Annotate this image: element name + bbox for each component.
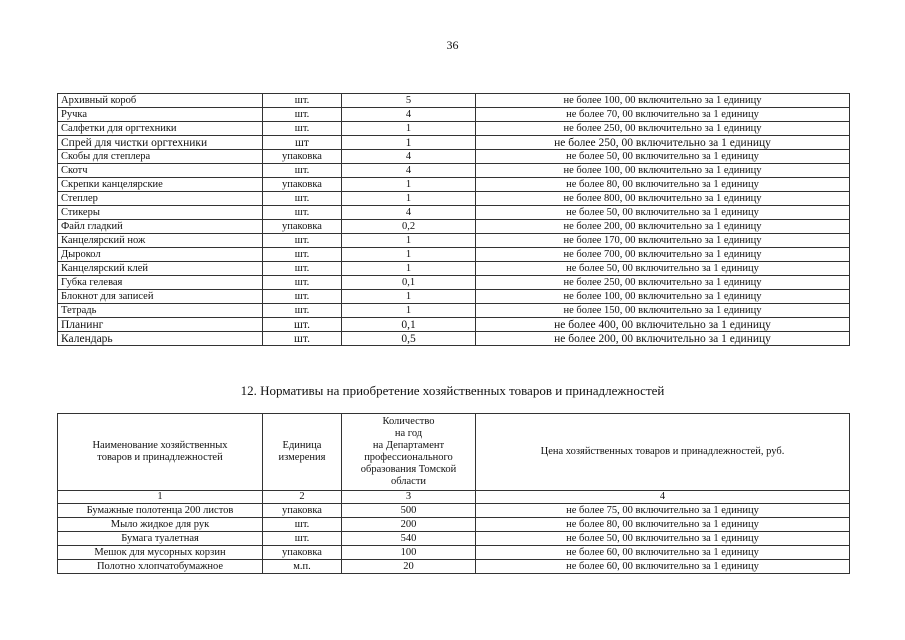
header-qty-line1: Количество [382,416,435,427]
cell-price: не более 200, 00 включительно за 1 единицу [476,332,850,346]
cell-price: не более 250, 00 включительно за 1 единицу [476,122,850,136]
cell-price: не более 250, 00 включительно за 1 единицу [476,276,850,290]
table-row [58,164,850,178]
cell-unit: шт. [263,192,342,206]
column-number: 1 [58,491,263,504]
cell-unit: шт. [263,290,342,304]
cell-quantity: 20 [342,560,476,574]
cell-name: Бумажные полотенца 200 листов [58,504,263,518]
cell-quantity: 5 [342,94,476,108]
cell-name: Архивный короб [58,94,263,108]
table-row [58,178,850,192]
cell-price: не более 250, 00 включительно за 1 единицу [476,136,850,150]
cell-quantity: 4 [342,150,476,164]
cell-quantity: 0,5 [342,332,476,346]
cell-quantity: 4 [342,206,476,220]
header-name-line1: Наименование хозяйственных [92,440,228,451]
cell-name: Планинг [58,318,263,332]
cell-unit: упаковка [263,546,342,560]
cell-quantity: 1 [342,178,476,192]
cell-quantity: 200 [342,518,476,532]
cell-name: Мыло жидкое для рук [58,518,263,532]
cell-name: Тетрадь [58,304,263,318]
cell-quantity: 1 [342,290,476,304]
column-number-row [58,491,850,504]
cell-price: не более 800, 00 включительно за 1 единицу [476,192,850,206]
cell-quantity: 1 [342,304,476,318]
column-number: 4 [476,491,850,504]
cell-name: Салфетки для оргтехники [58,122,263,136]
cell-price: не более 80, 00 включительно за 1 единицу [476,178,850,192]
cell-unit: упаковка [263,150,342,164]
cell-name: Файл гладкий [58,220,263,234]
cell-price: не более 60, 00 включительно за 1 единицу [476,560,850,574]
table-row [58,290,850,304]
table-row [58,518,850,532]
table-row [58,304,850,318]
cell-unit: шт. [263,94,342,108]
cell-name: Скобы для степлера [58,150,263,164]
cell-name: Скотч [58,164,263,178]
cell-name: Мешок для мусорных корзин [58,546,263,560]
header-unit [263,414,342,491]
cell-quantity: 1 [342,262,476,276]
table-row [58,248,850,262]
cell-unit: шт. [263,206,342,220]
header-unit-line2: измерения [278,452,326,463]
table-row [58,108,850,122]
cell-name: Канцелярский клей [58,262,263,276]
table-row [58,234,850,248]
cell-name: Степлер [58,192,263,206]
table-row [58,150,850,164]
cell-unit: м.п. [263,560,342,574]
cell-price: не более 200, 00 включительно за 1 единицу [476,220,850,234]
cell-name: Стикеры [58,206,263,220]
table-row [58,546,850,560]
cell-price: не более 700, 00 включительно за 1 единицу [476,248,850,262]
cell-quantity: 1 [342,136,476,150]
cell-unit: шт. [263,122,342,136]
header-price: Цена хозяйственных товаров и принадлежностей, руб. [476,414,850,491]
cell-unit: упаковка [263,504,342,518]
cell-name: Спрей для чистки оргтехники [58,136,263,150]
cell-unit: шт. [263,164,342,178]
cell-unit: шт. [263,518,342,532]
cell-quantity: 540 [342,532,476,546]
header-qty-line4: профессионального [364,452,453,463]
cell-price: не более 50, 00 включительно за 1 единицу [476,262,850,276]
cell-price: не более 170, 00 включительно за 1 единицу [476,234,850,248]
cell-price: не более 75, 00 включительно за 1 единицу [476,504,850,518]
cell-price: не более 50, 00 включительно за 1 единицу [476,532,850,546]
table-header-row [58,414,850,491]
cell-name: Ручка [58,108,263,122]
table-row [58,192,850,206]
table-row [58,94,850,108]
cell-quantity: 500 [342,504,476,518]
table-row [58,206,850,220]
cell-price: не более 60, 00 включительно за 1 единицу [476,546,850,560]
header-qty-line3: на Департамент [372,440,445,451]
section-title: 12. Нормативы на приобретение хозяйственных товаров и принадлежностей [240,383,665,398]
table-row [58,122,850,136]
table-row [58,332,850,346]
cell-unit: шт. [263,262,342,276]
cell-unit: шт. [263,234,342,248]
header-quantity [342,414,476,491]
cell-quantity: 4 [342,164,476,178]
cell-unit: шт. [263,108,342,122]
header-name [58,414,263,491]
cell-name: Скрепки канцелярские [58,178,263,192]
cell-price: не более 70, 00 включительно за 1 единицу [476,108,850,122]
cell-price: не более 50, 00 включительно за 1 единицу [476,150,850,164]
cell-unit: шт. [263,332,342,346]
cell-unit: шт. [263,318,342,332]
cell-price: не более 100, 00 включительно за 1 единицу [476,164,850,178]
cell-quantity: 100 [342,546,476,560]
cell-quantity: 0,1 [342,276,476,290]
cell-unit: шт. [263,276,342,290]
cell-name: Полотно хлопчатобумажное [58,560,263,574]
cell-quantity: 0,1 [342,318,476,332]
cell-unit: упаковка [263,178,342,192]
cell-name: Календарь [58,332,263,346]
cell-price: не более 100, 00 включительно за 1 единицу [476,94,850,108]
cell-unit: упаковка [263,220,342,234]
header-qty-line5: образования Томской области [360,464,457,487]
page-number: 36 [446,38,459,52]
cell-unit: шт. [263,304,342,318]
table-row [58,276,850,290]
table-row [58,220,850,234]
table-row [58,560,850,574]
cell-price: не более 50, 00 включительно за 1 единицу [476,206,850,220]
cell-quantity: 1 [342,122,476,136]
cell-unit: шт. [263,248,342,262]
cell-quantity: 1 [342,234,476,248]
cell-quantity: 1 [342,192,476,206]
cell-name: Губка гелевая [58,276,263,290]
cell-quantity: 4 [342,108,476,122]
header-unit-line1: Единица [282,440,322,451]
cell-name: Канцелярский нож [58,234,263,248]
table-row [58,262,850,276]
cell-unit: шт [263,136,342,150]
header-qty-line2: на год [394,428,423,439]
header-name-line2: товаров и принадлежностей [97,452,223,463]
cell-price: не более 150, 00 включительно за 1 единицу [476,304,850,318]
table-row [58,532,850,546]
column-number: 3 [342,491,476,504]
column-number: 2 [263,491,342,504]
cell-price: не более 400, 00 включительно за 1 единицу [476,318,850,332]
cell-quantity: 0,2 [342,220,476,234]
cell-name: Блокнот для записей [58,290,263,304]
table-row [58,318,850,332]
cell-price: не более 80, 00 включительно за 1 единицу [476,518,850,532]
table-row [58,504,850,518]
household-goods-table [57,413,850,574]
cell-name: Бумага туалетная [58,532,263,546]
cell-price: не более 100, 00 включительно за 1 единицу [476,290,850,304]
cell-unit: шт. [263,532,342,546]
table-row [58,136,850,150]
cell-name: Дырокол [58,248,263,262]
office-supplies-table [57,93,850,346]
cell-quantity: 1 [342,248,476,262]
